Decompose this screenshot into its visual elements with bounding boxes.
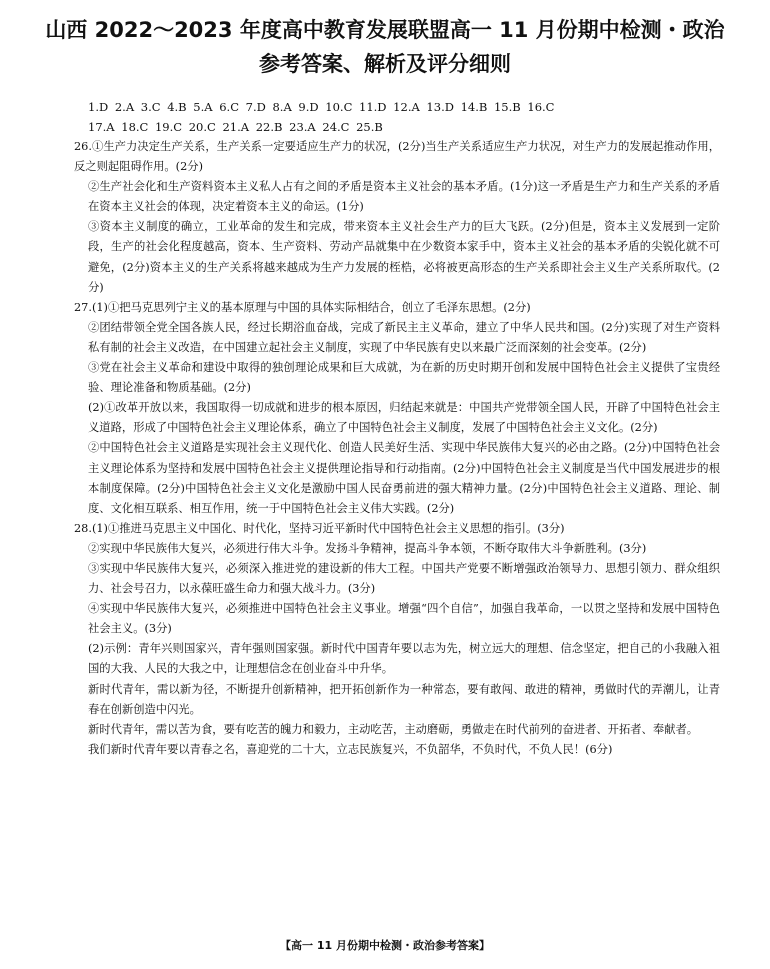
q28-para-8: 我们新时代青年要以青春之名，喜迎党的二十大，立志民族复兴，不负韶华，不负时代，不负人民！(6分) bbox=[88, 742, 613, 756]
q28-para-4: ④实现中华民族伟大复兴，必须推进中国特色社会主义事业。增强“四个自信”，加强自我革命，一以贯之坚持和发展中国特色社会主义。(3分) bbox=[88, 602, 720, 636]
q27-para-5: ②中国特色社会主义道路是实现社会主义现代化、创造人民美好生活、实现中华民族伟大复兴的必由之路。(2分)中国特色社会主义理论体系为坚持和发展中国特色社会主义提供理论指导和行动指南。(2分)中国特色社会主义制度是当代中国发展进步的根本制度保障。(2分)中国特色社会主义文化是激励中国人民奋勇前进的强大精神力量。(2分)中国特色社会主义道路、理论、制度、文化相互联系、相互作用，统一于中国特色社会主义伟大实践。(2分) bbox=[88, 441, 720, 515]
q28-para-7: 新时代青年，需以苦为食，要有吃苦的魄力和毅力，主动吃苦，主动磨砺，勇做走在时代前列的奋进者、开拓者、奉献者。 bbox=[88, 722, 699, 736]
q26-para-1: 26.①生产力决定生产关系，生产关系一定要适应生产力的状况，(2分)当生产关系适应生产力状况，对生产力的发展起推动作用，反之则起阻碍作用。(2分) bbox=[74, 140, 720, 174]
q27-para-1: 27.(1)①把马克思列宁主义的基本原理与中国的具体实际相结合，创立了毛泽东思想。(2分) bbox=[74, 300, 531, 314]
q28-para-1: 28.(1)①推进马克思主义中国化、时代化，坚持习近平新时代中国特色社会主义思想的指引。(3分) bbox=[74, 521, 565, 535]
q28-para-2: ②实现中华民族伟大复兴，必须进行伟大斗争。发扬斗争精神，提高斗争本领，不断夺取伟大斗争新胜利。(3分) bbox=[88, 541, 647, 555]
page-footer: 【高一 11 月份期中检测・政治参考答案】 bbox=[280, 939, 490, 952]
q27-para-3: ③党在社会主义革命和建设中取得的独创理论成果和巨大成就，为在新的历史时期开创和发展中国特色社会主义提供了宝贵经验、理论准备和物质基础。(2分) bbox=[88, 361, 720, 395]
answer-body bbox=[74, 137, 720, 760]
q26-para-3: ③资本主义制度的确立，工业革命的发生和完成，带来资本主义社会生产力的巨大飞跃。(2分)但是，资本主义发展到一定阶段，生产的社会化程度越高，资本、生产资料、劳动产品就集中在少数资本家手中，资本主义社会的基本矛盾的尖锐化就不可避免，(2分)资本主义的生产关系将越来越成为生产力发展的桎梏，必将被更高形态的生产关系即社会主义生产关系所取代。(2分) bbox=[88, 220, 720, 294]
page-title: 山西 2022～2023 年度高中教育发展联盟高一 11 月份期中检测・政治 bbox=[45, 18, 725, 42]
q28-para-5: (2)示例：青年兴则国家兴，青年强则国家强。新时代中国青年要以志为先，树立远大的理想、信念坚定，把自己的小我融入祖国的大我、人民的大我之中，让理想信念在创业奋斗中升华。 bbox=[88, 642, 720, 676]
q27-para-2: ②团结带领全党全国各族人民，经过长期浴血奋战，完成了新民主主义革命，建立了中华人民共和国。(2分)实现了对生产资料私有制的社会主义改造，在中国建立起社会主义制度，实现了中华民族有史以来最广泛而深刻的社会变革。(2分) bbox=[88, 320, 720, 354]
page-subtitle: 参考答案、解析及评分细则 bbox=[259, 52, 511, 76]
answer-key-line-1: 1.D 2.A 3.C 4.B 5.A 6.C 7.D 8.A 9.D 10.C 11.D 12.A 13.D 14.B 15.B 16.C bbox=[88, 100, 555, 114]
q28-para-3: ③实现中华民族伟大复兴，必须深入推进党的建设新的伟大工程。中国共产党要不断增强政治领导力、思想引领力、群众组织力、社会号召力，以永葆旺盛生命力和强大战斗力。(3分) bbox=[88, 561, 720, 596]
q27-para-4: (2)①改革开放以来，我国取得一切成就和进步的根本原因，归结起来就是：中国共产党带领全国人民，开辟了中国特色社会主义道路，形成了中国特色社会主义理论体系，确立了中国特色社会主义制度，发展了中国特色社会主义文化。(2分) bbox=[88, 401, 720, 435]
q28-para-6: 新时代青年，需以新为径，不断提升创新精神，把开拓创新作为一种常态，要有敢闯、敢进的精神，勇做时代的弄潮儿，让青春在创新创造中闪光。 bbox=[88, 682, 720, 716]
q26-para-2: ②生产社会化和生产资料资本主义私人占有之间的矛盾是资本主义社会的基本矛盾。(1分)这一矛盾是生产力和生产关系的矛盾在资本主义社会的体现，决定着资本主义的命运。(1分) bbox=[88, 180, 720, 214]
answer-key-line-2: 17.A 18.C 19.C 20.C 21.A 22.B 23.A 24.C 25.B bbox=[88, 120, 383, 134]
